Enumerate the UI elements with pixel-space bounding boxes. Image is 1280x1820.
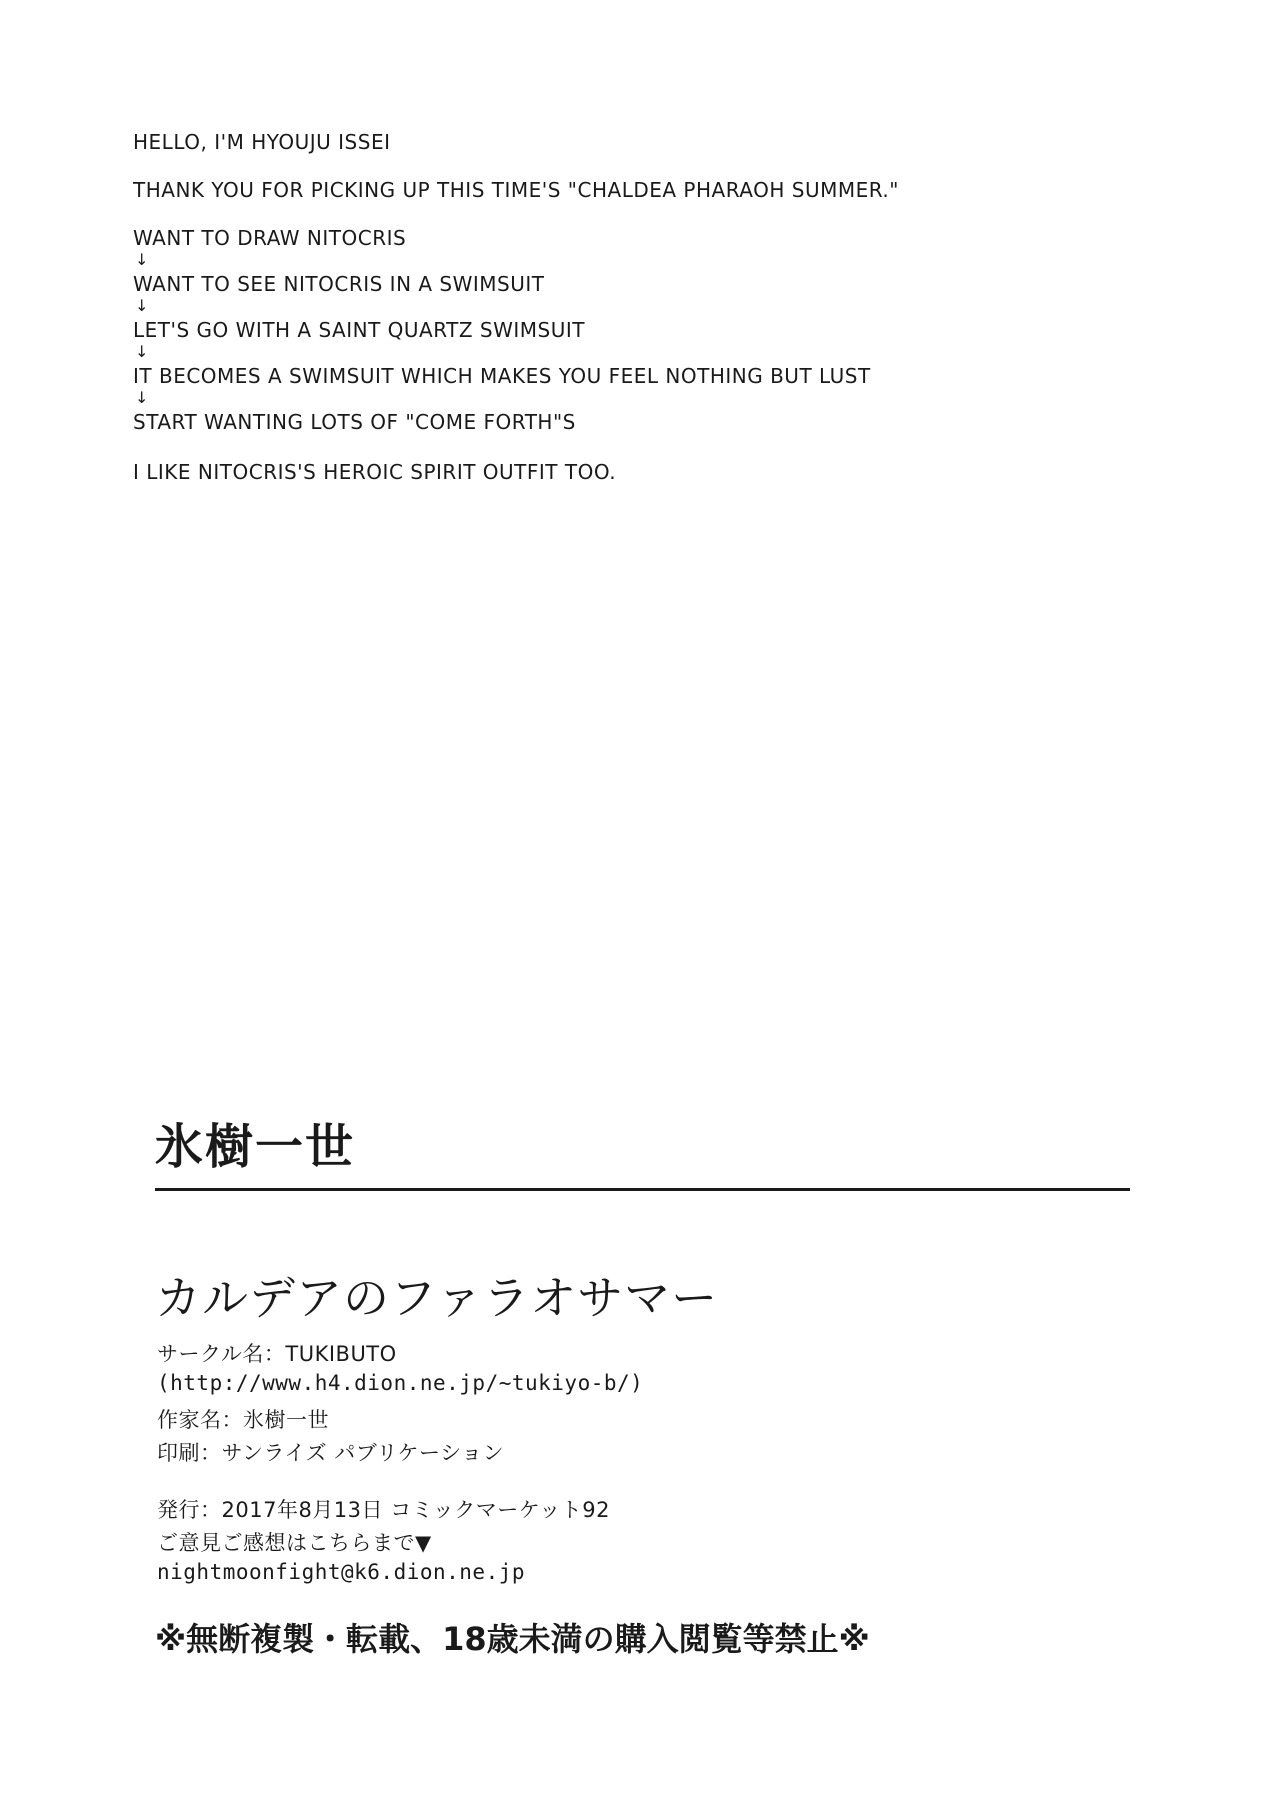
- note-step-1: WANT TO DRAW NITOCRIS: [133, 226, 407, 250]
- note-greeting: HELLO, I'M HYOUJU ISSEI: [133, 130, 391, 154]
- down-arrow-icon: ↓: [135, 342, 149, 361]
- printer-credit: 印刷：サンライズ パブリケーション: [157, 1441, 505, 1465]
- note-thanks: THANK YOU FOR PICKING UP THIS TIME'S "CHALDEA PHARAOH SUMMER.": [133, 178, 899, 202]
- book-title: カルデアのファラオサマー: [155, 1271, 719, 1325]
- down-arrow-icon: ↓: [135, 296, 149, 315]
- note-step-2: WANT TO SEE NITOCRIS IN A SWIMSUIT: [133, 272, 545, 296]
- divider-rule: [155, 1188, 1130, 1191]
- down-arrow-icon: ↓: [135, 250, 149, 269]
- note-step-4: IT BECOMES A SWIMSUIT WHICH MAKES YOU FEEL NOTHING BUT LUST: [133, 364, 871, 388]
- note-closing: I LIKE NITOCRIS'S HEROIC SPIRIT OUTFIT TOO.: [133, 460, 617, 484]
- feedback-note: ご意見ご感想はこちらまで▼: [157, 1531, 432, 1555]
- circle-name: サークル名：TUKIBUTO: [157, 1342, 397, 1366]
- author-credit: 作家名：氷樹一世: [157, 1408, 329, 1432]
- reproduction-warning: ※無断複製・転載、18歳未満の購入閲覧等禁止※: [155, 1620, 870, 1658]
- note-step-3: LET'S GO WITH A SAINT QUARTZ SWIMSUIT: [133, 318, 586, 342]
- down-arrow-icon: ↓: [135, 388, 149, 407]
- note-step-5: START WANTING LOTS OF "COME FORTH"S: [133, 410, 576, 434]
- contact-email: nightmoonfight@k6.dion.ne.jp: [157, 1560, 526, 1584]
- author-name-heading: 氷樹一世: [155, 1119, 356, 1175]
- issue-date: 発行：2017年8月13日 コミックマーケット92: [157, 1498, 610, 1522]
- circle-url: (http://www.h4.dion.ne.jp/~tukiyo-b/): [157, 1371, 644, 1395]
